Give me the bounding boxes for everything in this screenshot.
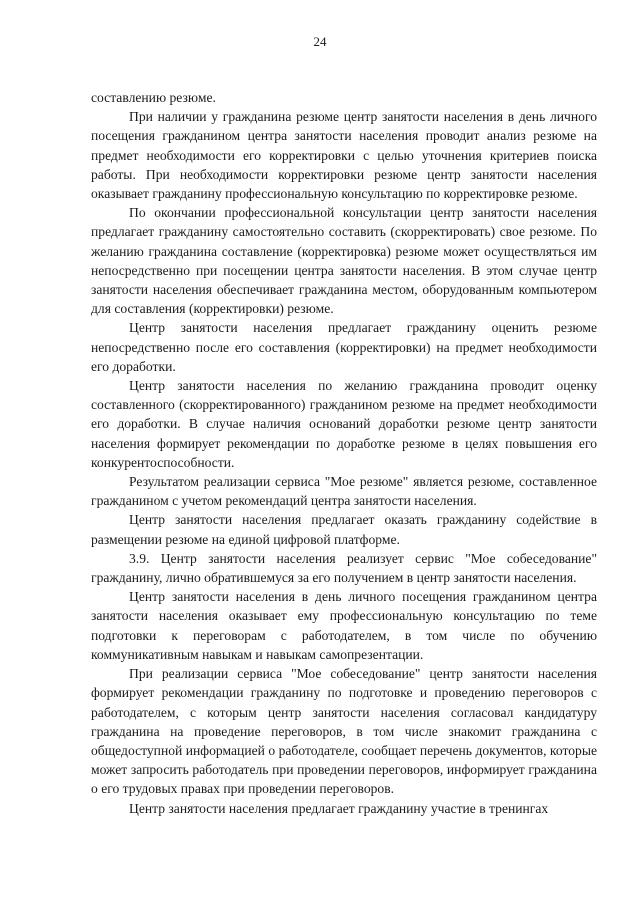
body-text (91, 88, 597, 818)
paragraph: Центр занятости населения в день личного посещения гражданином центра занятости населения оказывает ему профессиональную консультацию по теме подготовки к переговорам с работодателем, в том числе по обучению коммуникативным навыкам и навыкам самопрезентации. (91, 589, 597, 662)
paragraph: При наличии у гражданина резюме центр занятости населения в день личного посещения гражданином центра занятости населения проводит анализ резюме на предмет необходимости его корректировки с целью уточнения критериев поиска работы. При необходимости корректировки резюме центр занятости населения оказывает гражданину профессиональную консультацию по корректировке резюме. (91, 109, 597, 202)
paragraph: При реализации сервиса "Мое собеседование" центр занятости населения формирует рекомендации гражданину по подготовке и проведению переговоров с работодателем, с которым центр занятости населения согласовал кандидатуру гражданина на проведение переговоров, в том числе знакомит гражданина с общедоступной информацией о работодателе, сообщает перечень документов, которые может запросить работодатель при проведении переговоров, информирует гражданина о его трудовых правах при проведении переговоров. (91, 666, 597, 797)
paragraph: 3.9. Центр занятости населения реализует сервис "Мое собеседование" гражданину, лично обратившемуся за его получением в центр занятости населения. (91, 550, 597, 586)
paragraph: По окончании профессиональной консультации центр занятости населения предлагает гражданину самостоятельно составить (скорректировать) свое резюме. По желанию гражданина составление (корректировка) резюме может осуществляться им непосредственно при посещении центра занятости населения. В этом случае центр занятости населения обеспечивает гражданина местом, оборудованным компьютером для составления (корректировки) резюме. (91, 205, 597, 317)
paragraph: Центр занятости населения предлагает гражданину оценить резюме непосредственно после его составления (корректировки) на предмет необходимости его доработки. (91, 320, 597, 374)
paragraph: Центр занятости населения предлагает гражданину участие в тренингах (129, 800, 549, 816)
paragraph: Центр занятости населения предлагает оказать гражданину содействие в размещении резюме на единой цифровой платформе. (91, 512, 597, 547)
page-number: 24 (313, 34, 327, 49)
paragraph: Результатом реализации сервиса "Мое резюме" является резюме, составленное гражданином с учетом рекомендаций центра занятости населения. (91, 474, 597, 509)
paragraph: Центр занятости населения по желанию гражданина проводит оценку составленного (скорректированного) гражданином резюме на предмет необходимости его доработки. В случае наличия оснований доработки резюме центр занятости населения формирует рекомендации по доработке резюме в целях повышения его конкурентоспособности. (91, 378, 597, 470)
paragraph: составлению резюме. (91, 90, 216, 105)
